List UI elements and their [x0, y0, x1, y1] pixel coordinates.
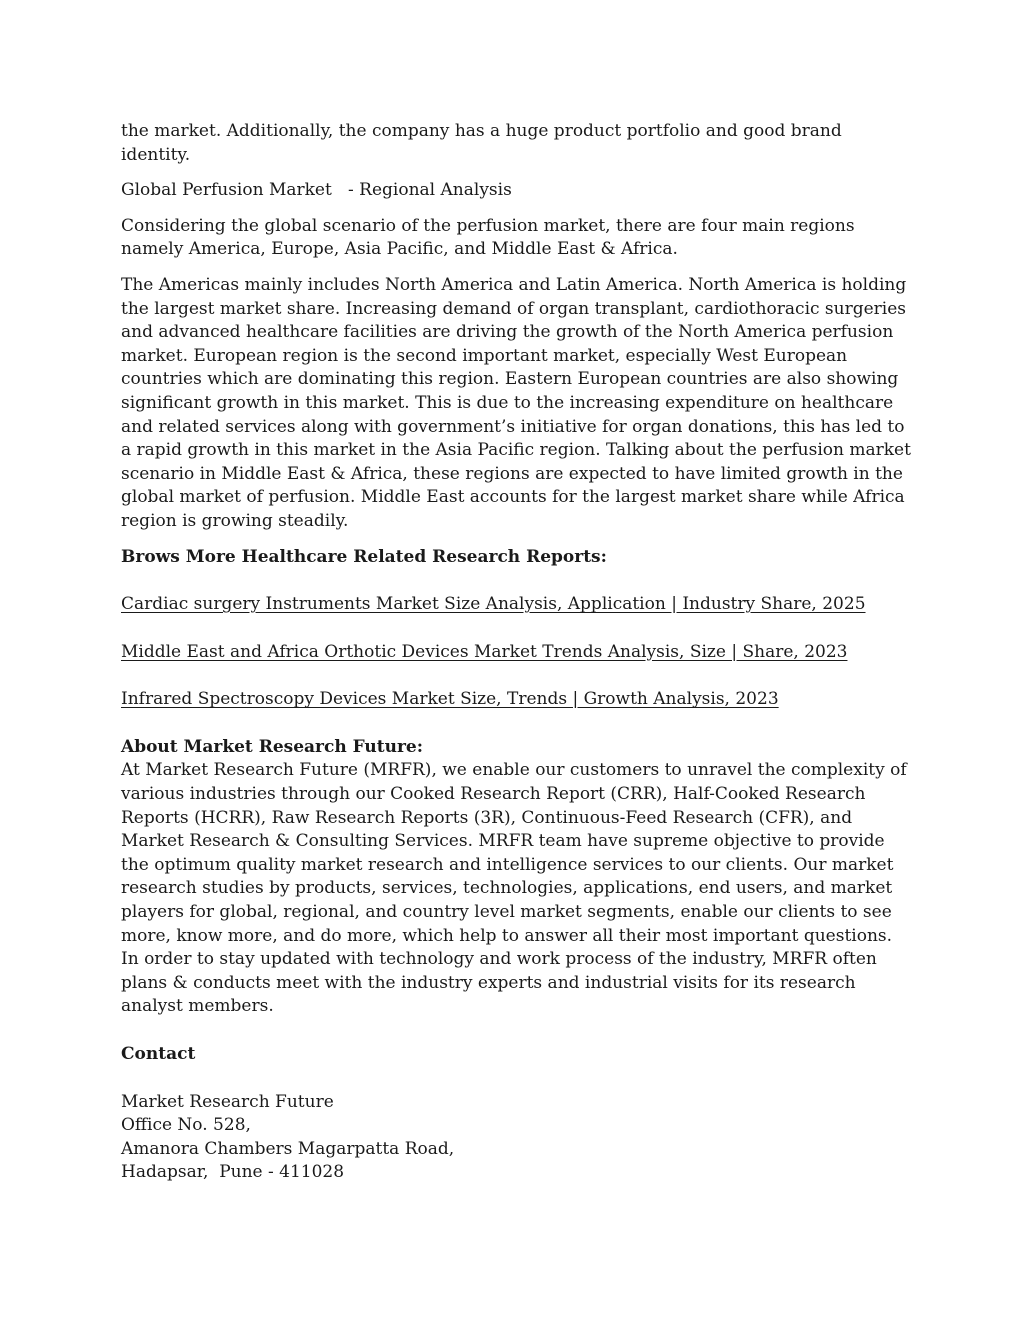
- about-paragraph: At Market Research Future (MRFR), we enable our customers to unravel the complexity of various industries through our Cooked Research Report (CRR), Half-Cooked Research Reports (HCRR), Raw Research Reports (3R), Continuous-Feed Research (CFR), and Market Research & Consulting Services. MRFR team have supreme objective to provide the optimum quality market research and intelligence services to our clients. Our market research studies by products, services, technologies, applications, end users, and market players for global, regional, and country level market segments, enable our clients to see more, know more, and do more, which help to answer all their most important questions. In order to stay updated with technology and work process of the industry, MRFR often plans & conducts meet with the industry experts and industrial visits for its research analyst members.: [121, 760, 907, 1017]
- related-report-link-orthotic[interactable]: Middle East and Africa Orthotic Devices Market Trends Analysis, Size | Share, 2023: [121, 641, 848, 662]
- document-page: [121, 120, 911, 1185]
- related-report-link-cardiac[interactable]: Cardiac surgery Instruments Market Size Analysis, Application | Industry Share, 2025: [121, 594, 866, 615]
- intro-paragraph: the market. Additionally, the company has a huge product portfolio and good brand identity.: [121, 121, 842, 165]
- contact-street: Amanora Chambers Magarpatta Road,: [121, 1138, 455, 1159]
- section-title: Global Perfusion Market - Regional Analysis: [121, 180, 512, 201]
- related-reports-heading: Brows More Healthcare Related Research Reports:: [121, 546, 607, 567]
- regions-body-paragraph: The Americas mainly includes North America and Latin America. North America is holding the largest market share. Increasing demand of organ transplant, cardiothoracic surgeries and advanced healthcare facilities are driving the growth of the North America perfusion market. European region is the second important market, especially West European countries which are dominating this region. Eastern European countries are also showing significant growth in this market. This is due to the increasing expenditure on healthcare and related services along with government’s initiative for organ donations, this has led to a rapid growth in this market in the Asia Pacific region. Talking about the perfusion market scenario in Middle East & Africa, these regions are expected to have limited growth in the global market of perfusion. Middle East accounts for the largest market share while Africa region is growing steadily.: [121, 274, 911, 531]
- contact-company: Market Research Future: [121, 1091, 334, 1112]
- related-report-link-infrared[interactable]: Infrared Spectroscopy Devices Market Size, Trends | Growth Analysis, 2023: [121, 689, 779, 710]
- regions-intro-paragraph: Considering the global scenario of the perfusion market, there are four main regions namely America, Europe, Asia Pacific, and Middle East & Africa.: [121, 215, 855, 260]
- contact-city: Hadapsar, Pune - 411028: [121, 1162, 345, 1183]
- contact-address: [121, 1091, 911, 1185]
- contact-office: Office No. 528,: [121, 1115, 251, 1136]
- contact-heading: Contact: [121, 1044, 196, 1064]
- about-heading: About Market Research Future:: [121, 736, 424, 757]
